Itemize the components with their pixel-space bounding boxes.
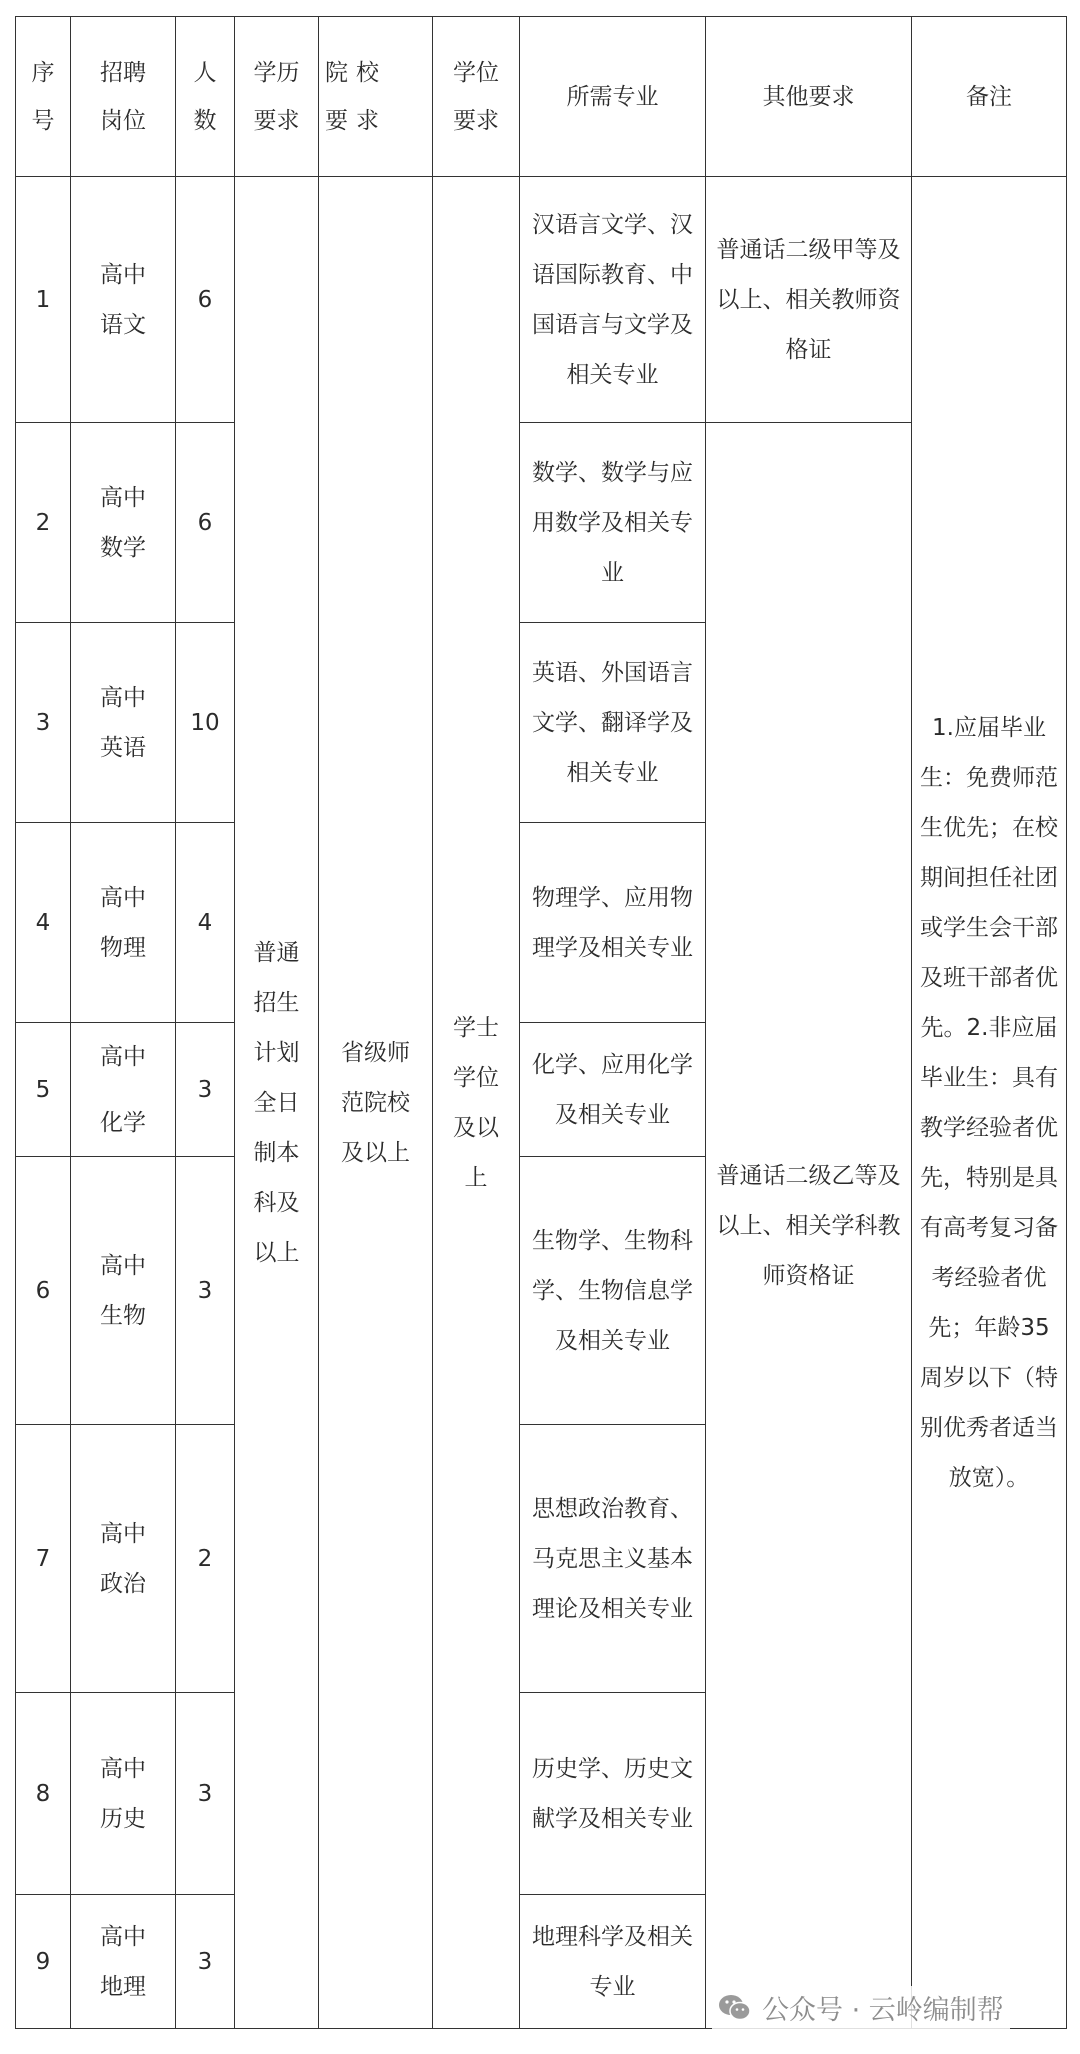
- header-count: 人数: [176, 17, 235, 177]
- header-remark: 备注: [912, 17, 1067, 177]
- header-seq: 序号: [16, 17, 71, 177]
- row-major: 英语、外国语言文学、翻译学及相关专业: [520, 623, 706, 823]
- edu-requirement: 普通招生计划全日制本科及以上: [235, 177, 319, 2029]
- header-post: 招聘岗位: [71, 17, 176, 177]
- row-count: 6: [176, 423, 235, 623]
- table-row: [16, 423, 1067, 623]
- wechat-icon: [718, 1993, 752, 2023]
- row-major: 历史学、历史文献学及相关专业: [520, 1693, 706, 1895]
- row-count: 3: [176, 1895, 235, 2029]
- row-post: 高中数学: [71, 423, 176, 623]
- row-major: 汉语言文学、汉语国际教育、中国语言与文学及相关专业: [520, 177, 706, 423]
- header-school: 院校要求: [319, 17, 433, 177]
- header-edu: 学历要求: [235, 17, 319, 177]
- row-seq: 7: [16, 1425, 71, 1693]
- school-requirement: 省级师范院校及以上: [319, 177, 433, 2029]
- row-post: 高中英语: [71, 623, 176, 823]
- row-count: 4: [176, 823, 235, 1023]
- row-seq: 4: [16, 823, 71, 1023]
- row-post: 高中生物: [71, 1157, 176, 1425]
- row-major: 生物学、生物科学、生物信息学及相关专业: [520, 1157, 706, 1425]
- row-count: 6: [176, 177, 235, 423]
- row-seq: 8: [16, 1693, 71, 1895]
- row-seq: 6: [16, 1157, 71, 1425]
- row-seq: 9: [16, 1895, 71, 2029]
- row-seq: 3: [16, 623, 71, 823]
- row-major: 化学、应用化学及相关专业: [520, 1023, 706, 1157]
- row-seq: 1: [16, 177, 71, 423]
- header-major: 所需专业: [520, 17, 706, 177]
- row-count: 3: [176, 1023, 235, 1157]
- row-major: 数学、数学与应用数学及相关专业: [520, 423, 706, 623]
- row-post: 高中政治: [71, 1425, 176, 1693]
- recruitment-table: [15, 16, 1067, 2029]
- row-count: 3: [176, 1157, 235, 1425]
- header-degree: 学位要求: [433, 17, 520, 177]
- row-major: 思想政治教育、马克思主义基本理论及相关专业: [520, 1425, 706, 1693]
- row-post: 高中化学: [71, 1023, 176, 1157]
- table-row: [16, 177, 1067, 423]
- row-major: 地理科学及相关专业: [520, 1895, 706, 2029]
- watermark: [712, 1986, 1010, 2029]
- row-post: 高中语文: [71, 177, 176, 423]
- watermark-text: 公众号 · 云岭编制帮: [762, 1995, 1004, 2026]
- header-other: 其他要求: [706, 17, 912, 177]
- degree-requirement: 学士学位及以上: [433, 177, 520, 2029]
- row-post: 高中物理: [71, 823, 176, 1023]
- remark: 1.应届毕业生：免费师范生优先；在校期间担任社团或学生会干部及班干部者优先。2.非应届毕业生：具有教学经验者优先，特别是具有高考复习备考经验者优先；年龄35周岁以下（特别优秀者适当放宽）。: [912, 177, 1067, 2029]
- row-seq: 2: [16, 423, 71, 623]
- row-count: 10: [176, 623, 235, 823]
- row-count: 3: [176, 1693, 235, 1895]
- table-header-row: [16, 17, 1067, 177]
- row-post: 高中历史: [71, 1693, 176, 1895]
- row-post: 高中地理: [71, 1895, 176, 2029]
- row-seq: 5: [16, 1023, 71, 1157]
- other-requirement-row1: 普通话二级甲等及以上、相关教师资格证: [706, 177, 912, 423]
- row-major: 物理学、应用物理学及相关专业: [520, 823, 706, 1023]
- row-count: 2: [176, 1425, 235, 1693]
- other-requirement-rest: 普通话二级乙等及以上、相关学科教师资格证: [706, 423, 912, 2029]
